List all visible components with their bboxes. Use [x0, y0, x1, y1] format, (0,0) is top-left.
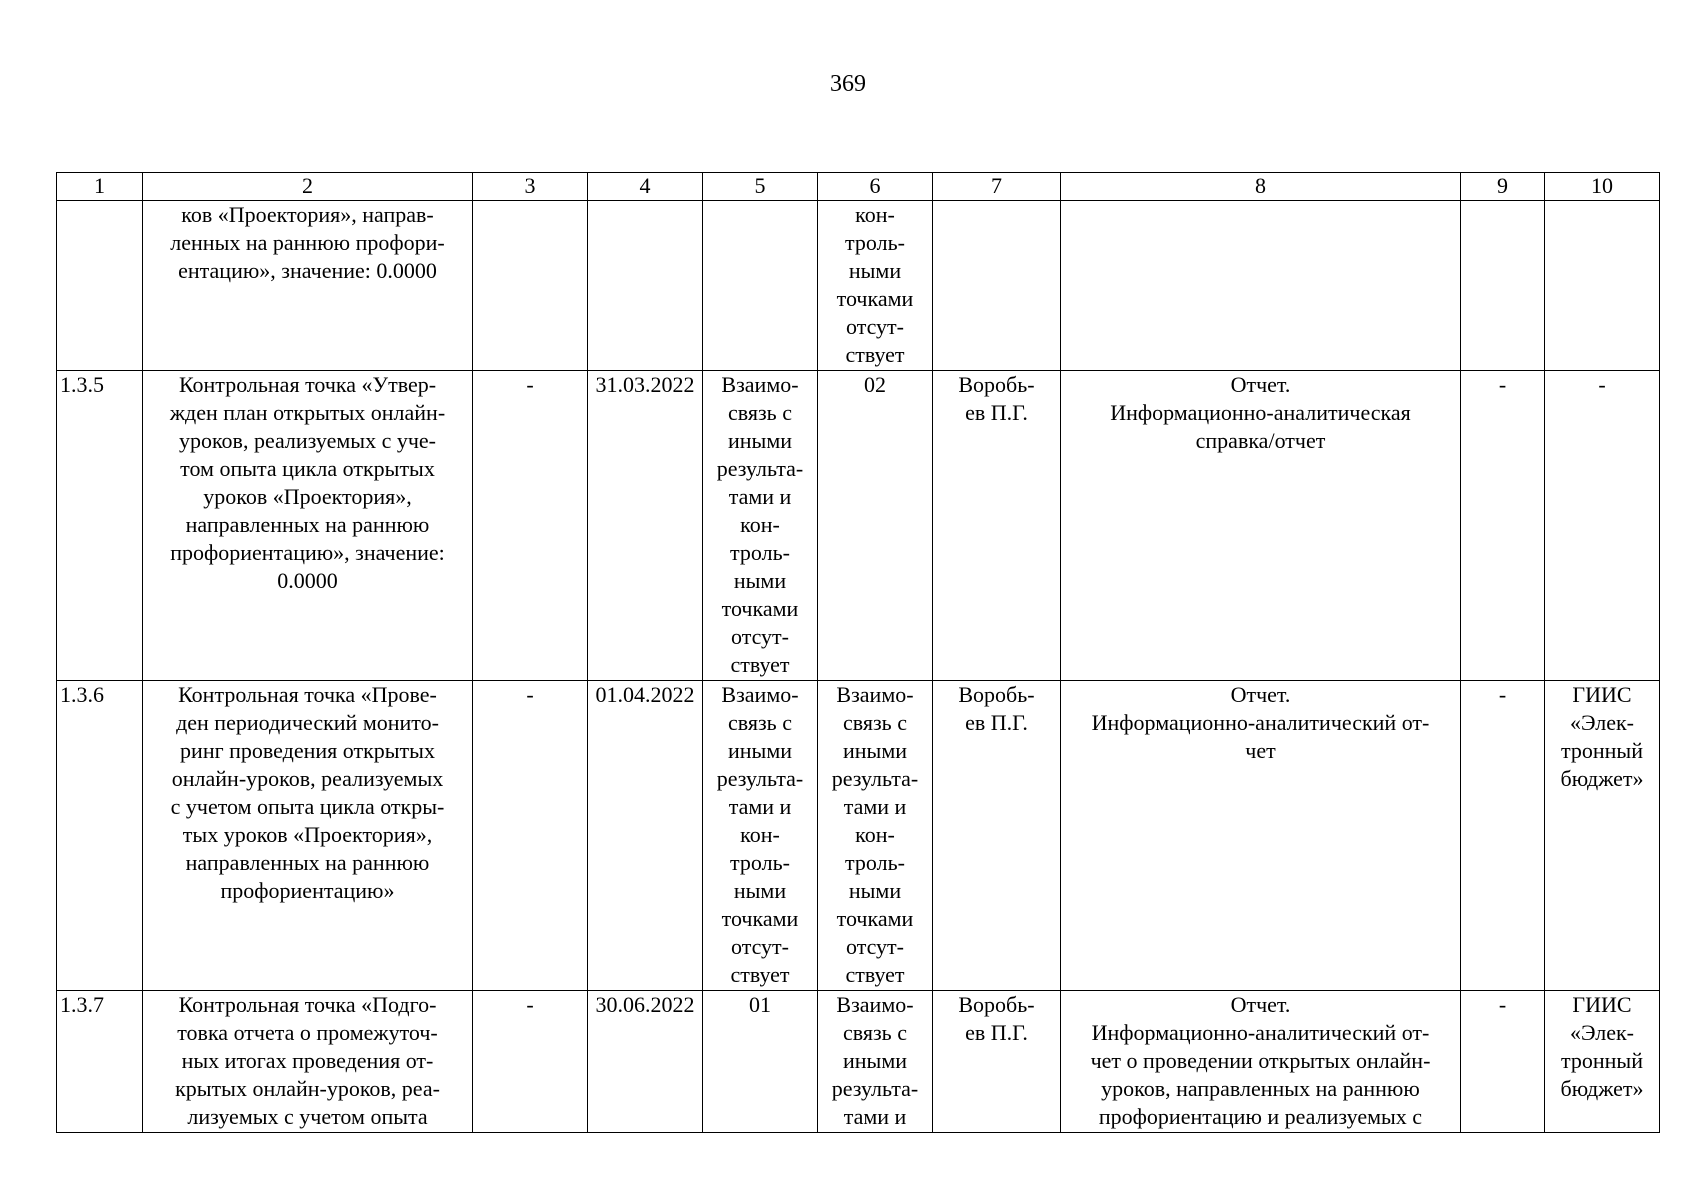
row-id-cell: 1.3.7 [57, 991, 143, 1133]
table-row [57, 681, 1660, 991]
date-cell: 01.04.2022 [588, 681, 703, 991]
table-row [57, 991, 1660, 1133]
document-cell: Отчет. Информационно-аналитический от- чет [1061, 681, 1461, 991]
column-header: 8 [1061, 173, 1461, 201]
responsible-cell: Воробь- ев П.Г. [933, 681, 1061, 991]
column-header: 6 [818, 173, 933, 201]
description-cell: Контрольная точка «Подго- товка отчета о промежуточ- ных итогах проведения от- крытых онлайн-уроков, реа- лизуемых с учетом опыта [143, 991, 473, 1133]
col5-cell: 01 [703, 991, 818, 1133]
document-cell: Отчет. Информационно-аналитический от- чет о проведении открытых онлайн- уроков, направленных на раннюю профориентацию и реализуемых с [1061, 991, 1461, 1133]
responsible-cell [933, 201, 1061, 371]
header-row [57, 173, 1660, 201]
responsible-cell: Воробь- ев П.Г. [933, 371, 1061, 681]
col6-cell: Взаимо- связь с иными результа- тами и кон- троль- ными точками отсут- ствует [818, 681, 933, 991]
description-cell: ков «Проектория», направ- ленных на раннюю профори- ентацию», значение: 0.0000 [143, 201, 473, 371]
column-header: 5 [703, 173, 818, 201]
col3-cell: - [473, 371, 588, 681]
col3-cell: - [473, 681, 588, 991]
col10-cell: - [1545, 371, 1660, 681]
col9-cell: - [1461, 991, 1545, 1133]
plan-table [56, 172, 1660, 1133]
date-cell: 31.03.2022 [588, 371, 703, 681]
col3-cell [473, 201, 588, 371]
col3-cell: - [473, 991, 588, 1133]
document-cell: Отчет. Информационно-аналитическая справка/отчет [1061, 371, 1461, 681]
table-row [57, 371, 1660, 681]
row-id-cell: 1.3.5 [57, 371, 143, 681]
col6-cell: Взаимо- связь с иными результа- тами и [818, 991, 933, 1133]
col5-cell: Взаимо- связь с иными результа- тами и кон- троль- ными точками отсут- ствует [703, 371, 818, 681]
col10-cell [1545, 201, 1660, 371]
date-cell [588, 201, 703, 371]
col6-cell: 02 [818, 371, 933, 681]
col9-cell: - [1461, 371, 1545, 681]
column-header: 2 [143, 173, 473, 201]
document-cell [1061, 201, 1461, 371]
column-header: 4 [588, 173, 703, 201]
col5-cell [703, 201, 818, 371]
column-header: 7 [933, 173, 1061, 201]
description-cell: Контрольная точка «Прове- ден периодический монито- ринг проведения открытых онлайн-уроков, реализуемых с учетом опыта цикла откры- тых уроков «Проектория», направленных на раннюю профориентацию» [143, 681, 473, 991]
column-header: 10 [1545, 173, 1660, 201]
col9-cell: - [1461, 681, 1545, 991]
description-cell: Контрольная точка «Утвер- жден план открытых онлайн- уроков, реализуемых с уче- том опыта цикла открытых уроков «Проектория», направленных на раннюю профориентацию», значение: 0.0000 [143, 371, 473, 681]
column-header: 9 [1461, 173, 1545, 201]
col10-cell: ГИИС «Элек- тронный бюджет» [1545, 681, 1660, 991]
row-id-cell [57, 201, 143, 371]
page-number: 369 [830, 71, 866, 97]
date-cell: 30.06.2022 [588, 991, 703, 1133]
row-id-cell: 1.3.6 [57, 681, 143, 991]
table-row [57, 201, 1660, 371]
column-header: 1 [57, 173, 143, 201]
col5-cell: Взаимо- связь с иными результа- тами и кон- троль- ными точками отсут- ствует [703, 681, 818, 991]
column-header: 3 [473, 173, 588, 201]
col6-cell: кон- троль- ными точками отсут- ствует [818, 201, 933, 371]
col10-cell: ГИИС «Элек- тронный бюджет» [1545, 991, 1660, 1133]
responsible-cell: Воробь- ев П.Г. [933, 991, 1061, 1133]
col9-cell [1461, 201, 1545, 371]
